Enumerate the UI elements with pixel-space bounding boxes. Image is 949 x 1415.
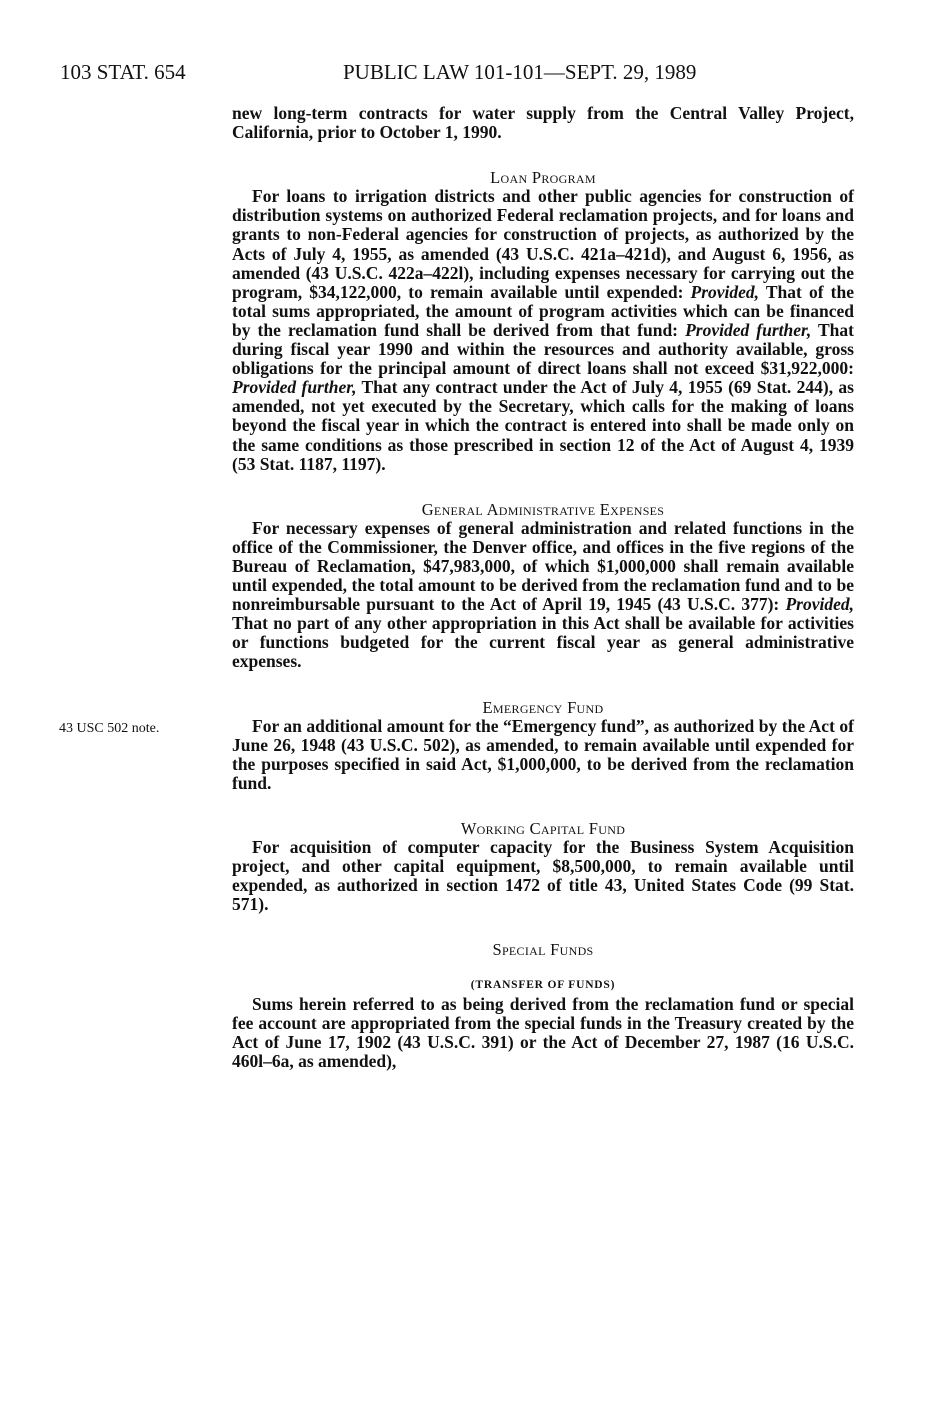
page-header bbox=[60, 60, 860, 84]
margin-citation-note: 43 USC 502 note. bbox=[59, 720, 160, 736]
general-admin-paragraph bbox=[232, 519, 854, 672]
running-title: PUBLIC LAW 101-101—SEPT. 29, 1989 bbox=[343, 60, 697, 84]
stat-page-reference: 103 STAT. 654 bbox=[60, 60, 186, 84]
special-funds-heading: Special Funds bbox=[492, 940, 594, 960]
transfer-of-funds-subheading: (TRANSFER OF FUNDS) bbox=[470, 978, 616, 991]
loan-proviso-1: Provided, bbox=[690, 281, 760, 302]
emergency-text: For an additional amount for the “Emergency fund”, as authorized by the Act of June 26, 1948 (43 U.S.C. 502), as amended, to remain available until expended for the purposes specified in said Act, $1,000,000, to be derived from the reclamation fund. bbox=[232, 715, 854, 793]
emergency-fund-paragraph bbox=[59, 715, 854, 793]
loan-proviso-3: Provided further, bbox=[232, 377, 357, 398]
intro-paragraph: new long-term contracts for water supply from the Central Valley Project, California, prior to October 1, 1990. bbox=[232, 103, 854, 143]
working-capital-heading: Working Capital Fund bbox=[460, 819, 626, 838]
emergency-fund-heading: Emergency Fund bbox=[482, 697, 604, 717]
loan-program-heading: Loan Program bbox=[490, 168, 596, 188]
admin-text-1: For necessary expenses of general administration and related functions in the office of the Commissioner, the Denver office, and offices in the five regions of the Bureau of Reclamation, $47,983,000, of which $1,000,000 shall remain available until expended, the total amount to be derived from the reclamation fund and to be nonreimbursable pursuant to the Act of April 19, 1945 (43 U.S.C. 377): bbox=[232, 517, 854, 615]
working-capital-paragraph: For acquisition of computer capacity for the Business System Acquisition project, and other capital equipment, $8,500,000, to remain available until expended, as authorized in section 1472 of title 43, United States Code (99 Stat. 571). bbox=[232, 837, 854, 915]
general-admin-heading: General Administrative Expenses bbox=[421, 499, 665, 519]
loan-proviso-2: Provided further, bbox=[685, 319, 812, 340]
loan-text-2: That of the total sums appropriated, the amount of program activities which can be financed by the reclamation fund shall be derived from that fund: bbox=[232, 281, 854, 340]
admin-text-2: That no part of any other appropriation in this Act shall be available for activities or functions budgeted for the current fiscal year as general administrative expenses. bbox=[232, 613, 854, 672]
body-column bbox=[59, 103, 854, 1071]
loan-program-paragraph bbox=[232, 187, 854, 473]
loan-text-4: That any contract under the Act of July 4, 1955 (69 Stat. 244), as amended, not yet executed by the Secretary, which calls for the making of loans beyond the fiscal year in which the contract is entered into shall be made only on the same conditions as those prescribed in section 12 of the Act of August 4, 1939 (53 Stat. 1187, 1197). bbox=[232, 377, 854, 474]
loan-text-3: That during fiscal year 1990 and within the resources and authority available, gross obligations for the principal amount of direct loans shall not exceed $31,922,000: bbox=[232, 319, 854, 379]
loan-text-1: For loans to irrigation districts and other public agencies for construction of distribution systems on authorized Federal reclamation projects, and for loans and grants to non-Federal agencies for construction of projects, as authorized by the Acts of July 4, 1955, as amended (43 U.S.C. 421a–421d), and August 6, 1956, as amended (43 U.S.C. 422a–422l), including expenses necessary for carrying out the program, $34,122,000, to remain available until expended: bbox=[232, 186, 854, 302]
admin-proviso-1: Provided, bbox=[785, 594, 854, 615]
special-funds-paragraph: Sums herein referred to as being derived from the reclamation fund or special fee account are appropriated from the special funds in the Treasury created by the Act of June 17, 1902 (43 U.S.C. 391) or the Act of December 27, 1987 (16 U.S.C. 460l–6a, as amended), bbox=[232, 993, 854, 1071]
